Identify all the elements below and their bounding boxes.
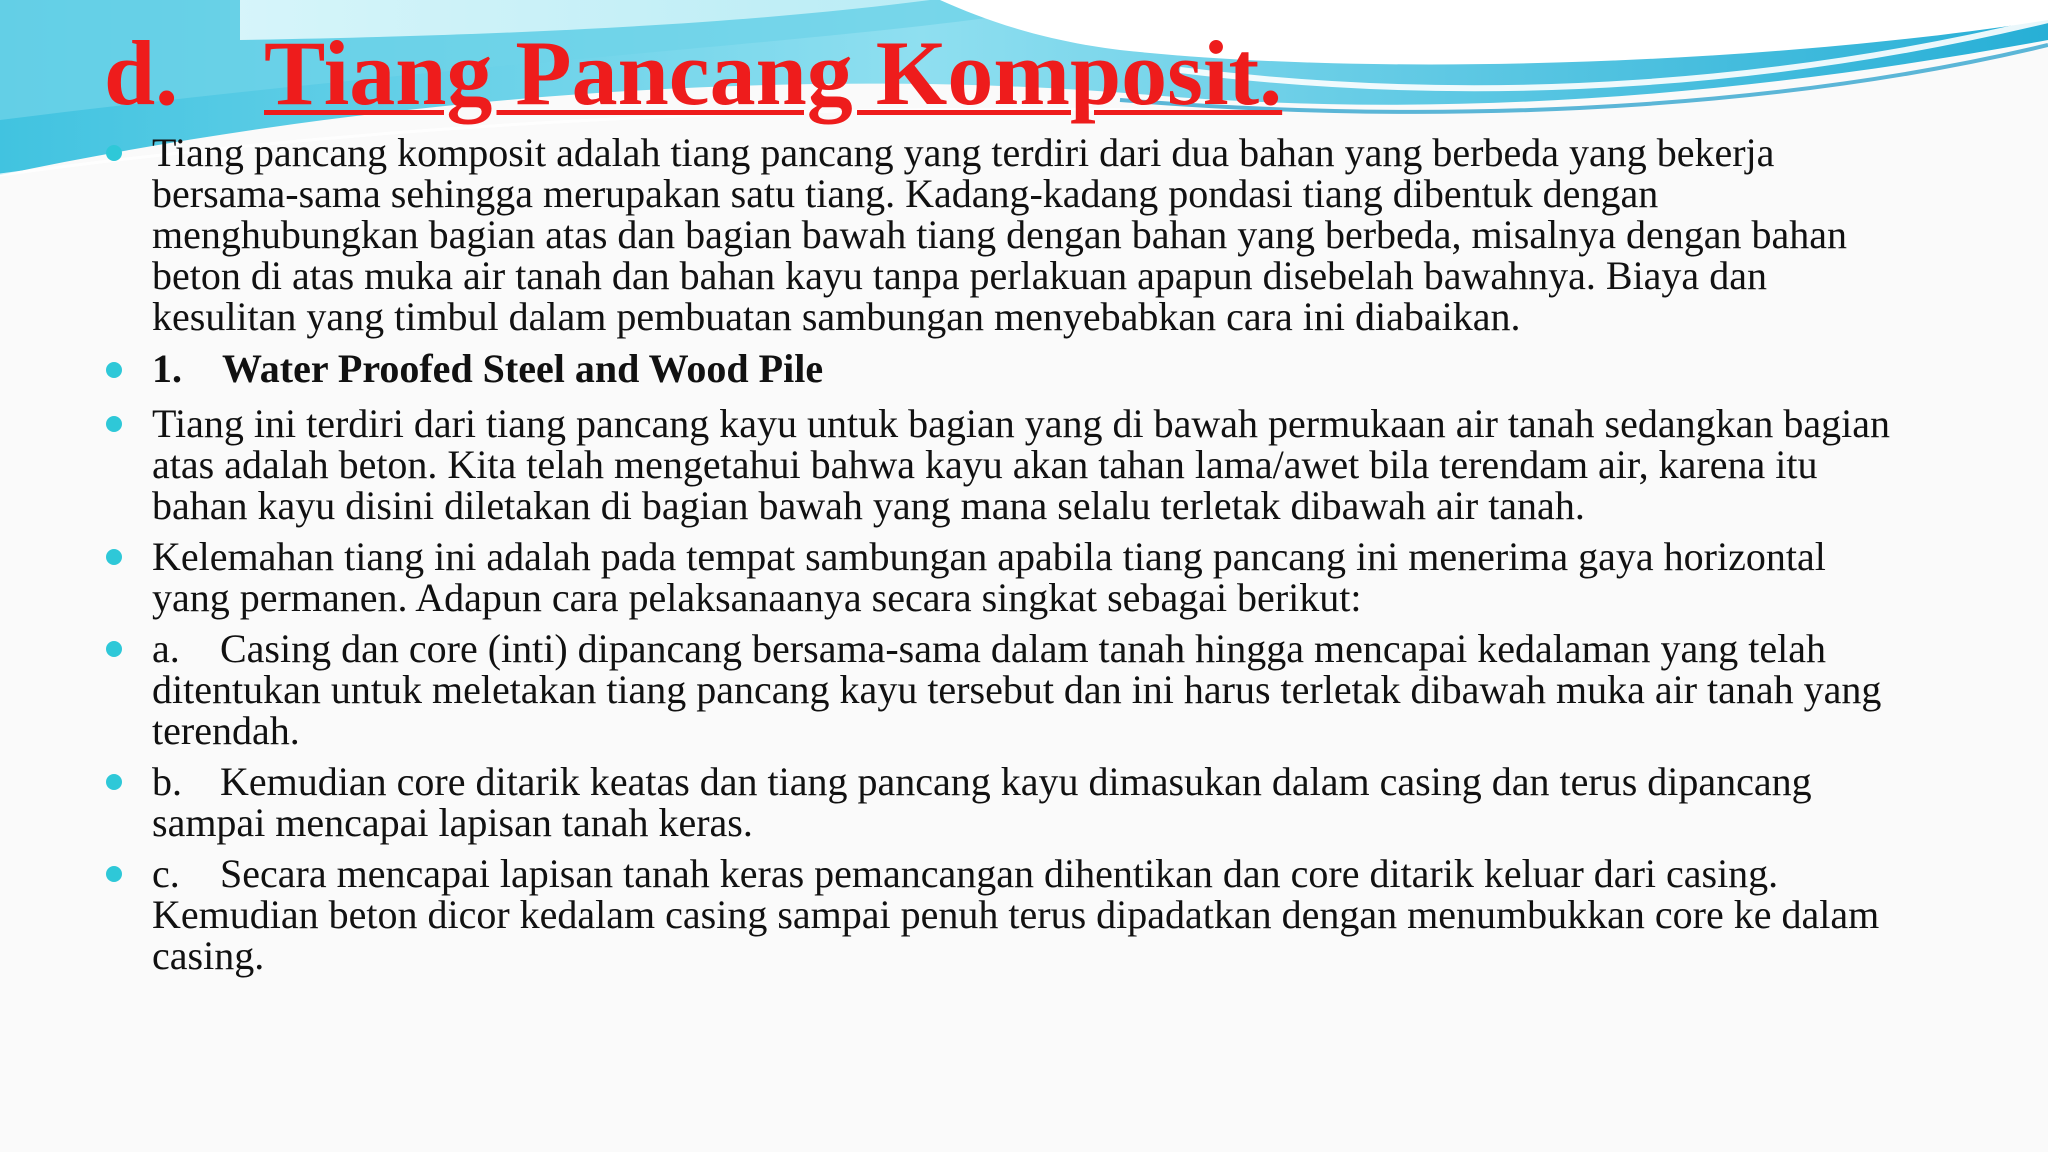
list-item-text: Tiang pancang komposit adalah tiang pancang yang terdiri dari dua bahan yang berbeda yang bekerja bersama-sama sehingga merupakan satu tiang. Kadang-kadang pondasi tiang dibentuk dengan menghubungkan bagian atas dan bagian bawah tiang dengan bahan yang berbeda, misalnya dengan bahan beton di atas muka air tanah dan bahan kayu tanpa perlakuan apapun disebelah bawahnya. Biaya dan kesulitan yang timbul dalam pembuatan sambungan menyebabkan cara ini diabaikan.: [152, 130, 1847, 339]
list-item-text: Secara mencapai lapisan tanah keras pemancangan dihentikan dan core ditarik keluar dari casing. Kemudian beton dicor kedalam casing sampai penuh terus dipadatkan dengan menumbukkan core ke dalam casing.: [152, 851, 1880, 978]
list-item-marker: b.: [152, 759, 182, 804]
slide-title: [104, 18, 1282, 128]
list-item: [104, 403, 1904, 526]
bullet-list: [104, 132, 1904, 986]
bullet-dot-icon: [106, 866, 122, 882]
list-item: [104, 761, 1904, 843]
list-item-text: Casing dan core (inti) dipancang bersama-sama dalam tanah hingga mencapai kedalaman yang telah ditentukan untuk meletakan tiang pancang kayu tersebut dan ini harus terletak dibawah muka air tanah yang terendah.: [152, 626, 1882, 753]
slide-title-text: Tiang Pancang Komposit.: [264, 22, 1283, 124]
list-item-text: Kelemahan tiang ini adalah pada tempat sambungan apabila tiang pancang ini menerima gaya horizontal yang permanen. Adapun cara pelaksanaanya secara singkat sebagai berikut:: [152, 534, 1826, 620]
list-item-marker: c.: [152, 851, 180, 896]
list-item-marker: 1.: [152, 346, 182, 391]
list-item: [104, 853, 1904, 976]
list-item: [104, 628, 1904, 751]
list-item-marker: a.: [152, 626, 180, 671]
list-item-text: Kemudian core ditarik keatas dan tiang pancang kayu dimasukan dalam casing dan terus dipancang sampai mencapai lapisan tanah keras.: [152, 759, 1812, 845]
slide-title-number: d.: [104, 22, 179, 124]
bullet-dot-icon: [106, 641, 122, 657]
bullet-dot-icon: [106, 549, 122, 565]
bullet-dot-icon: [106, 774, 122, 790]
list-item-text: Water Proofed Steel and Wood Pile: [222, 346, 824, 391]
list-item: [104, 347, 1904, 391]
list-item: [104, 536, 1904, 618]
bullet-dot-icon: [106, 362, 122, 378]
list-item-text: Tiang ini terdiri dari tiang pancang kayu untuk bagian yang di bawah permukaan air tanah sedangkan bagian atas adalah beton. Kita telah mengetahui bahwa kayu akan tahan lama/awet bila terendam air, karena itu bahan kayu disini diletakan di bagian bawah yang mana selalu terletak dibawah air tanah.: [152, 401, 1890, 528]
list-item: [104, 132, 1904, 337]
bullet-dot-icon: [106, 416, 122, 432]
bullet-dot-icon: [106, 145, 122, 161]
